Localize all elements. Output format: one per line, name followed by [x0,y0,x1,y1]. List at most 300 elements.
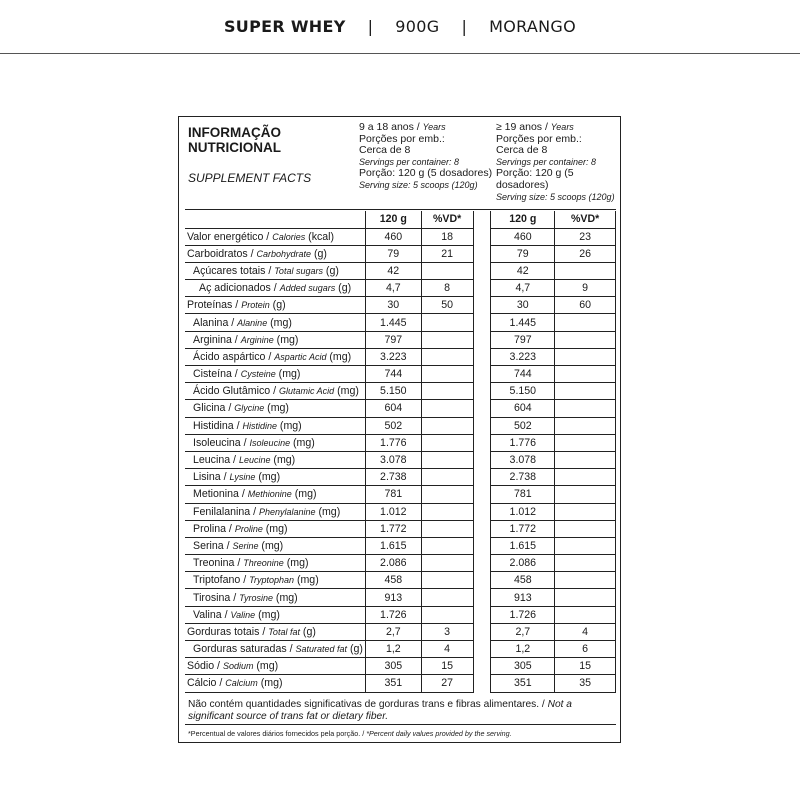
nutrient-label [185,623,365,640]
dv-youth [421,348,473,365]
nutrient-name-pt: Gorduras saturadas / [193,643,296,656]
nutrient-unit: (mg) [275,368,301,381]
amount-adult: 1.615 [491,537,555,554]
dv-adult: 6 [555,641,616,658]
nutrient-name-en: Glutamic Acid [278,386,335,397]
table-row [185,331,616,348]
nutrient-label [185,348,365,365]
panel-subtitle: SUPPLEMENT FACTS [188,171,312,185]
amount-youth: 2.086 [365,555,421,572]
nutrient-label [185,297,365,314]
nutrient-unit: (g) [322,264,339,277]
nutrient-name-pt: Proteínas / [187,299,242,312]
column-gap [473,486,491,503]
table-row [185,520,616,537]
nutrient-unit: (mg) [272,591,298,604]
column-gap [473,366,491,383]
dv-youth [421,520,473,537]
amount-youth: 502 [365,417,421,434]
product-weight: 900G [395,17,440,36]
amount-youth: 460 [365,228,421,245]
nutrient-label [185,228,365,245]
table-row [185,297,616,314]
divider [185,209,616,210]
dv-adult [555,555,616,572]
nutrient-label [185,537,365,554]
dv-youth [421,503,473,520]
amount-youth: 3.223 [365,348,421,365]
dv-youth [421,434,473,451]
nutrient-unit: (mg) [253,660,279,673]
nutrient-unit: (mg) [291,488,317,501]
table-row [185,572,616,589]
nutrient-name-en: Arginine [240,334,274,345]
nutrient-name-pt: Ácido aspártico / [193,350,275,363]
amount-adult: 2.086 [491,555,555,572]
nutrient-unit: (mg) [257,677,283,690]
nutrient-label [185,417,365,434]
header-separator: | [461,17,468,36]
nutrient-label [185,383,365,400]
panel-title [188,125,281,155]
dv-youth: 18 [421,228,473,245]
nutrient-unit: (mg) [315,505,341,518]
dv-adult: 4 [555,623,616,640]
nutrient-name-en: Serine [232,540,259,551]
table-row [185,658,616,675]
nutrient-label [185,314,365,331]
amount-youth: 305 [365,658,421,675]
nutrient-name-pt: Prolina / [193,522,235,535]
nutrient-name-pt: Cisteína / [193,368,241,381]
table-row [185,503,616,520]
dv-youth [421,451,473,468]
amount-adult: 3.078 [491,451,555,468]
amount-youth: 1.012 [365,503,421,520]
dv-adult: 9 [555,280,616,297]
column-gap [473,262,491,279]
dv-youth: 15 [421,658,473,675]
header-dv-adult: %VD* [555,211,616,228]
nutrient-name-pt: Gorduras totais / [187,625,269,638]
nutrient-name-en: Calcium [225,678,258,689]
nutrient-unit: (mg) [276,419,302,432]
table-row [185,383,616,400]
amount-adult: 1.726 [491,606,555,623]
nutrient-label [185,606,365,623]
column-gap [473,503,491,520]
nutrient-label [185,641,365,658]
dv-note-en: *Percent daily values provided by the serving. [366,729,512,738]
column-info-youth [359,122,494,192]
header-amount-adult: 120 g [491,211,555,228]
age-range-pt: 9 a 18 anos / [359,121,423,133]
amount-youth: 1.726 [365,606,421,623]
nutrient-label [185,434,365,451]
nutrient-label [185,245,365,262]
nutrient-name-en: Cysteine [240,369,276,380]
table-row [185,417,616,434]
dv-adult [555,331,616,348]
table-row [185,537,616,554]
nutrient-name-pt: Valina / [193,608,231,621]
amount-youth: 30 [365,297,421,314]
amount-adult: 744 [491,366,555,383]
dv-adult [555,520,616,537]
table-row [185,555,616,572]
amount-adult: 1.772 [491,520,555,537]
nutrient-label [185,366,365,383]
nutrient-label [185,589,365,606]
nutrient-name-pt: Isoleucina / [193,436,250,449]
amount-adult: 460 [491,228,555,245]
nutrient-name-pt: Lisina / [193,471,230,484]
amount-youth: 3.078 [365,451,421,468]
nutrient-name-pt: Sódio / [187,660,223,673]
amount-adult: 351 [491,675,555,692]
amount-youth: 2.738 [365,469,421,486]
column-gap [473,451,491,468]
table-row [185,400,616,417]
dv-adult: 35 [555,675,616,692]
nutrition-panel [178,116,621,743]
nutrient-name-en: Leucine [238,455,271,466]
dv-youth: 21 [421,245,473,262]
nutrient-name-en: Histidine [242,420,277,431]
nutrient-label [185,451,365,468]
nutrient-name-en: Aspartic Acid [274,351,327,362]
amount-adult: 42 [491,262,555,279]
nutrient-name-pt: Aç adicionados / [199,282,280,295]
nutrient-name-pt: Metionina / [193,488,248,501]
dv-youth [421,555,473,572]
nutrient-unit: (mg) [326,350,352,363]
table-row [185,228,616,245]
nutrient-name-pt: Açúcares totais / [193,264,275,277]
dv-adult [555,262,616,279]
column-gap [473,228,491,245]
table-header-row [185,211,616,228]
table-row [185,451,616,468]
nutrient-name-pt: Tirosina / [193,591,240,604]
nutrient-label [185,658,365,675]
dv-youth [421,469,473,486]
dv-youth [421,314,473,331]
amount-adult: 604 [491,400,555,417]
servings-en: Servings per container: 8 [496,156,597,167]
nutrient-name-en: Lysine [229,472,256,483]
portions-count: Cerca de 8 [359,144,411,157]
column-gap [473,675,491,692]
nutrient-unit: (mg) [255,471,281,484]
nutrient-label [185,469,365,486]
column-gap [473,572,491,589]
nutrient-name-pt: Cálcio / [187,677,226,690]
amount-youth: 781 [365,486,421,503]
product-name: SUPER WHEY [223,17,346,36]
header-label-cell [185,211,365,228]
nutrient-name-en: Phenylalanine [258,506,316,517]
serving-size-en: Serving size: 5 scoops (120g) [496,191,615,202]
serving-size-en: Serving size: 5 scoops (120g) [359,179,478,190]
amount-adult: 2.738 [491,469,555,486]
nutrient-name-en: Total fat [268,626,300,637]
nutrient-label [185,520,365,537]
nutrition-table [185,211,616,693]
divider [185,724,616,725]
column-gap [473,623,491,640]
panel-title-line2: NUTRICIONAL [188,140,281,155]
table-row [185,623,616,640]
nutrient-name-en: Protein [241,300,270,311]
nutrient-unit: (mg) [294,574,319,587]
nutrient-unit: (mg) [267,316,292,329]
nutrient-name-en: Saturated fat [295,644,348,655]
nutrient-name-en: Tyrosine [239,592,273,603]
dv-youth: 4 [421,641,473,658]
amount-adult: 913 [491,589,555,606]
nutrient-name-pt: Fenilalanina / [193,505,259,518]
amount-youth: 5.150 [365,383,421,400]
amount-adult: 502 [491,417,555,434]
nutrient-name-en: Calories [272,231,306,242]
column-gap [473,400,491,417]
portion-size: Porção: 120 g (5 dosadores) [359,167,493,180]
nutrient-unit: (mg) [270,454,296,467]
nutrient-name-en: Methionine [247,489,292,500]
dv-youth: 8 [421,280,473,297]
nutrient-name-en: Added sugars [279,283,336,294]
column-gap [473,606,491,623]
column-gap [473,658,491,675]
table-row [185,606,616,623]
table-row [185,245,616,262]
amount-youth: 1.776 [365,434,421,451]
dv-adult: 60 [555,297,616,314]
column-gap [473,383,491,400]
footnote [188,699,618,722]
column-gap [473,331,491,348]
amount-youth: 744 [365,366,421,383]
dv-youth: 27 [421,675,473,692]
portions-label: Porções por emb.: [359,132,445,145]
dv-adult [555,417,616,434]
age-range-en: Years [422,122,446,132]
nutrient-unit: (mg) [264,402,289,415]
amount-adult: 781 [491,486,555,503]
amount-adult: 458 [491,572,555,589]
amount-adult: 4,7 [491,280,555,297]
nutrient-unit: (g) [269,299,286,312]
table-row [185,675,616,692]
nutrient-name-en: Threonine [243,558,284,569]
nutrient-unit: (mg) [334,385,359,398]
nutrient-name-pt: Treonina / [193,557,244,570]
footnote-en: Not a significant source of trans fat or dietary fiber. [188,699,572,722]
column-gap [473,520,491,537]
column-gap [473,469,491,486]
dv-youth [421,486,473,503]
column-gap [473,245,491,262]
dv-adult [555,348,616,365]
column-gap [473,555,491,572]
dv-adult [555,572,616,589]
panel-title-line1: INFORMAÇÃO [188,125,281,140]
amount-adult: 30 [491,297,555,314]
amount-adult: 3.223 [491,348,555,365]
dv-adult [555,589,616,606]
table-row [185,641,616,658]
dv-adult [555,314,616,331]
nutrient-unit: (mg) [273,333,299,346]
header-separator: | [367,17,374,36]
header-amount-youth: 120 g [365,211,421,228]
dv-youth: 50 [421,297,473,314]
nutrient-unit: (mg) [283,557,309,570]
column-gap [473,641,491,658]
nutrient-name-pt: Valor energético / [187,230,273,243]
amount-youth: 1,2 [365,641,421,658]
dv-adult: 15 [555,658,616,675]
dv-adult [555,503,616,520]
dv-youth [421,331,473,348]
table-row [185,262,616,279]
nutrient-label [185,331,365,348]
nutrient-name-pt: Histidina / [193,419,243,432]
nutrient-unit: (mg) [262,522,288,535]
nutrient-unit: (mg) [290,436,315,449]
amount-adult: 1.445 [491,314,555,331]
portions-label: Porções por emb.: [496,132,582,145]
nutrient-name-en: Valine [230,609,256,620]
table-row [185,469,616,486]
table-row [185,348,616,365]
nutrient-name-en: Carbohydrate [256,248,312,259]
table-row [185,486,616,503]
column-gap [473,434,491,451]
dv-adult [555,400,616,417]
nutrient-name-pt: Ácido Glutâmico / [193,385,279,398]
product-flavor: MORANGO [489,17,577,36]
column-gap [473,537,491,554]
amount-youth: 1.772 [365,520,421,537]
nutrient-name-pt: Arginina / [193,333,241,346]
age-range-en: Years [550,122,574,132]
table-row [185,589,616,606]
servings-en: Servings per container: 8 [359,156,460,167]
nutrient-name-en: Glycine [234,403,265,414]
dv-youth [421,572,473,589]
dv-youth [421,589,473,606]
dv-adult [555,366,616,383]
amount-adult: 5.150 [491,383,555,400]
age-range-pt: ≥ 19 anos / [496,121,551,133]
dv-note [188,729,512,738]
amount-youth: 797 [365,331,421,348]
nutrient-label [185,280,365,297]
nutrient-label [185,486,365,503]
nutrient-unit: (g) [335,282,352,295]
nutrient-name-en: Sodium [222,661,254,672]
dv-youth [421,366,473,383]
amount-youth: 79 [365,245,421,262]
nutrient-label [185,572,365,589]
amount-youth: 4,7 [365,280,421,297]
dv-youth: 3 [421,623,473,640]
dv-youth [421,537,473,554]
column-gap [473,297,491,314]
dv-youth [421,400,473,417]
amount-youth: 2,7 [365,623,421,640]
amount-youth: 42 [365,262,421,279]
nutrient-name-en: Proline [234,523,263,534]
product-header [0,0,800,54]
dv-adult [555,434,616,451]
amount-youth: 1.615 [365,537,421,554]
amount-adult: 305 [491,658,555,675]
age-range [496,122,621,134]
dv-adult: 23 [555,228,616,245]
column-info-adult [496,122,621,203]
column-gap [473,314,491,331]
table-row [185,314,616,331]
dv-adult [555,451,616,468]
dv-note-pt: *Percentual de valores diários fornecidos pela porção. / [188,729,367,738]
amount-youth: 604 [365,400,421,417]
nutrient-unit: (mg) [255,608,280,621]
amount-adult: 1.012 [491,503,555,520]
dv-youth [421,606,473,623]
nutrient-name-en: Total sugars [274,265,323,276]
amount-adult: 1,2 [491,641,555,658]
column-gap [473,589,491,606]
amount-adult: 2,7 [491,623,555,640]
nutrient-unit: (g) [299,625,316,638]
nutrient-name-en: Isoleucine [249,437,291,448]
nutrient-unit: (mg) [258,539,284,552]
nutrient-label [185,400,365,417]
dv-youth [421,383,473,400]
nutrient-name-pt: Alanina / [193,316,238,329]
dv-adult [555,537,616,554]
nutrient-unit: (g) [347,643,363,656]
portion-size: Porção: 120 g (5 dosadores) [496,167,574,191]
amount-youth: 458 [365,572,421,589]
dv-adult [555,606,616,623]
portions-count: Cerca de 8 [496,144,548,157]
nutrient-name-pt: Glicina / [193,402,235,415]
nutrient-name-en: Alanine [237,317,268,328]
table-row [185,434,616,451]
table-row [185,366,616,383]
nutrient-label [185,503,365,520]
age-range [359,122,494,134]
footnote-pt: Não contém quantidades significativas de gorduras trans e fibras alimentares. / [188,699,548,710]
dv-adult [555,469,616,486]
amount-youth: 1.445 [365,314,421,331]
nutrient-label [185,262,365,279]
amount-youth: 913 [365,589,421,606]
nutrient-label [185,555,365,572]
column-gap [473,280,491,297]
nutrient-name-pt: Serina / [193,539,233,552]
column-gap [473,211,491,228]
dv-adult [555,486,616,503]
dv-youth [421,417,473,434]
nutrient-unit: (kcal) [305,230,335,243]
column-gap [473,348,491,365]
header-dv-youth: %VD* [421,211,473,228]
